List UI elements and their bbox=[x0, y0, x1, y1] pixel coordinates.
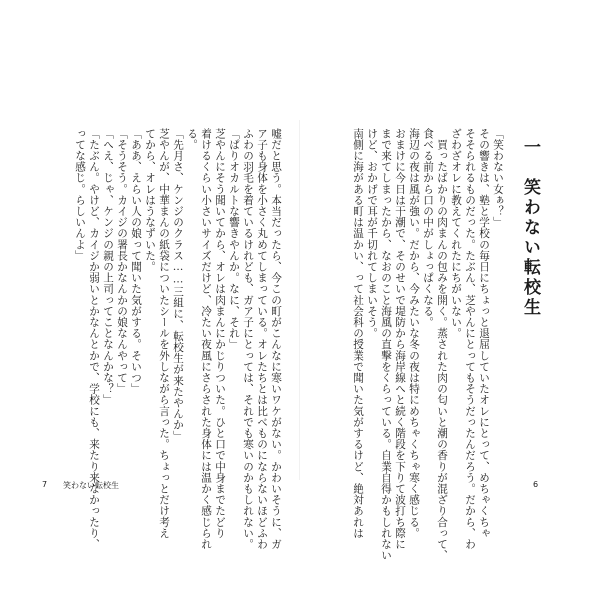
right-page-line-2: その響きは、塾と学校の毎日にちょっと退屈していたオレにとって、めちゃくちゃ bbox=[478, 128, 490, 539]
right-page-line-8: おまけに今日は干潮で、そのせいで堤防から海岸線へと続く階段を下りて波打ち際に bbox=[394, 128, 406, 550]
right-page-line-4: ざわざオレに教えてくれたにちがいない。 bbox=[450, 128, 462, 339]
left-page-line-6: 着けるくらい小さいサイズだけど、冷たい夜風にさらされた身体には温かく感じられ bbox=[200, 128, 212, 550]
left-page-line-5: 芝やんにそう聞いてから、オレは肉まんにかじりついた。ひと口で中身までたどり bbox=[214, 128, 226, 539]
left-page-line-11: 「ああ、えらい人の娘って聞いた気がする。そいつ」 bbox=[130, 128, 142, 395]
left-page-line-13: 「へえ、じゃ、ケンジの親の上司ってことなんかな？」 bbox=[102, 128, 114, 406]
page-number-left: 7 bbox=[42, 480, 48, 489]
right-page-line-11: 南側に海がある町は温かい、って社会科の授業で聞いた気がするけど、絶対あれは bbox=[352, 128, 364, 539]
right-page-line-7: 海辺の夜は風が強い。だから、今みたいな冬の夜は特にめちゃくちゃ寒く感じる。 bbox=[408, 128, 420, 539]
right-page-line-1: 「笑わない女ぁ？」 bbox=[492, 128, 504, 228]
right-page-line-3: そそられるものだった。たぶん、芝やんにとってもそうだったんだろう。だから、わ bbox=[464, 128, 476, 550]
left-page-line-2: ア子も身体を小さく丸めてしまっている。オレたちとは比べものにならないほどふわ bbox=[256, 128, 268, 550]
chapter-title: 一 笑わない転校生 bbox=[520, 138, 540, 318]
page-number-right: 6 bbox=[533, 480, 539, 489]
left-page-line-1: 嘘だと思う。本当だったら、今この町がこんなに寒いワケがない。かわいそうに、ガ bbox=[270, 128, 282, 550]
left-page-line-4: 「ぱりオカルトな響きやんか。なに、それ」 bbox=[228, 128, 240, 350]
page-gutter bbox=[299, 120, 300, 480]
right-page-line-10: けど、おかげで耳が千切れてしまいそう。 bbox=[366, 128, 378, 339]
running-head: 笑わない転校生 bbox=[63, 481, 119, 490]
right-page-line-6: 食べる前から口の中がしょっぱくなる。 bbox=[422, 128, 434, 328]
left-page-line-12: 「そうそう。カイジの署長かなんかの娘なんやって」 bbox=[116, 128, 128, 395]
left-page-line-14: 「たぶん。やけど、カイジか弱いとかなんとかで、学校にも、来たり来なかったり、 bbox=[88, 128, 100, 550]
left-page-line-10: てから、オレはうなずいた。 bbox=[144, 128, 156, 273]
left-page-line-15: ってな感じ。らしいんよ」 bbox=[74, 128, 86, 262]
left-page-line-7: る。 bbox=[186, 128, 198, 151]
left-page-line-3: ふわの羽毛を着ているけれども、ガア子にとっては、それでも寒いのかもしれない。 bbox=[242, 128, 254, 550]
left-page-line-8: 「先月さ、ケンジのクラス……三組に、転校生が来たやんか」 bbox=[172, 128, 184, 442]
right-page-line-5: 買ったばかりの肉まんの包みを開く。蒸された肉の匂いと潮の香りが混ざり合って、 bbox=[436, 128, 448, 561]
right-page-line-9: まで来てしまったから、なおのこと海風の直撃をくらっている。自業自得かもしれない bbox=[380, 128, 392, 561]
left-page-line-9: 芝やんが、中華まんの紙袋についたシールを外しながら言った。ちょっとだけ考え bbox=[158, 128, 170, 539]
